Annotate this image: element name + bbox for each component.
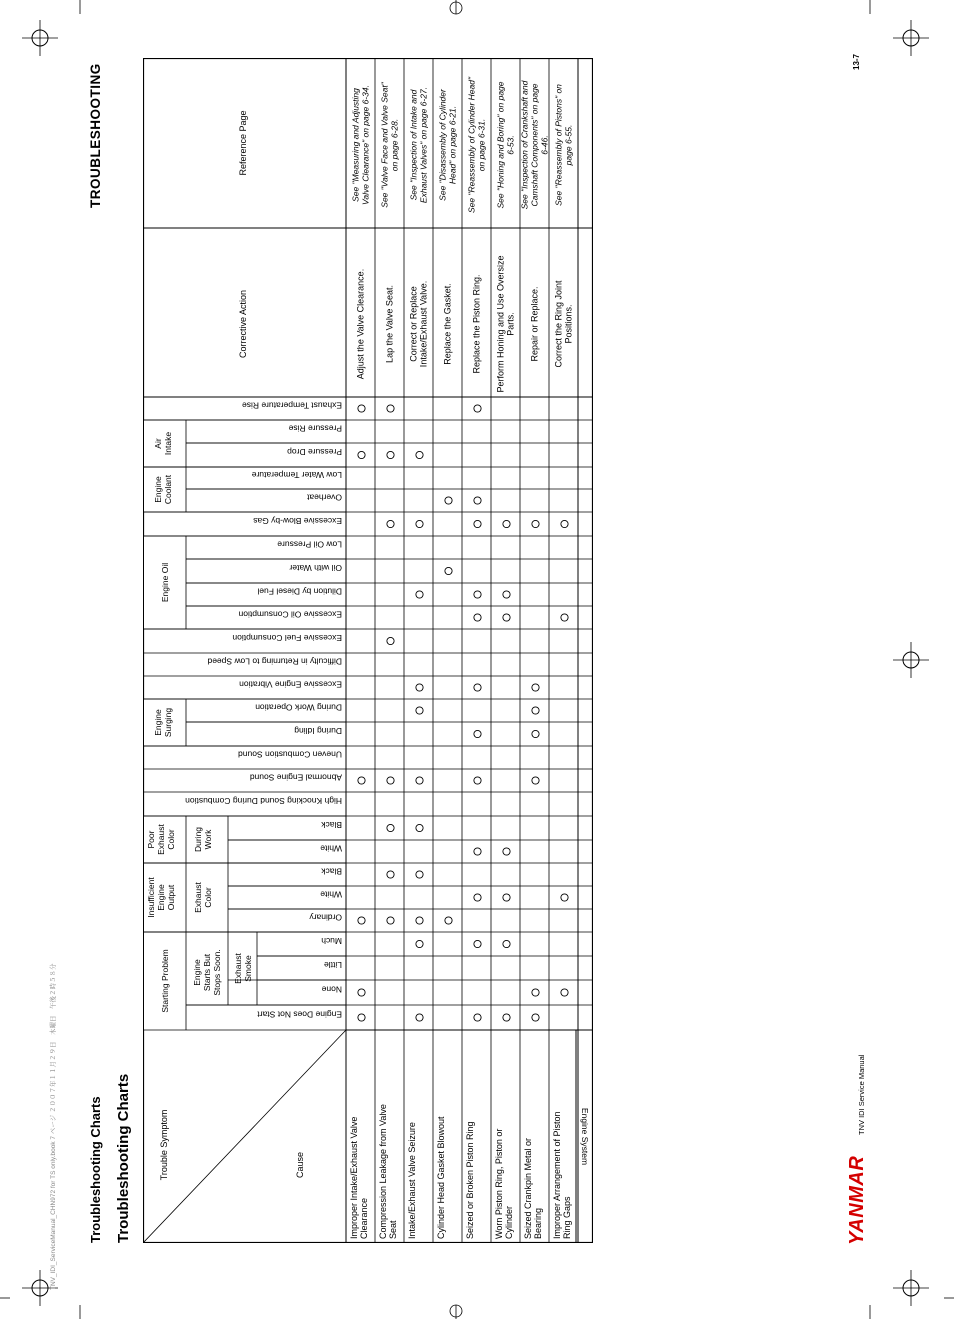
symptom-mark [474, 684, 481, 691]
cause-label: Improper Arrangement of Piston [552, 1111, 562, 1239]
symptom-mark [387, 451, 394, 458]
corrective-action: Parts. [505, 312, 516, 336]
symptom-header: Black [321, 819, 342, 830]
corrective-action: Adjust the Valve Clearance. [355, 268, 366, 380]
cause-label: Seized or Broken Piston Ring [465, 1121, 475, 1239]
symptom-header: Dilution by Diesel Fuel [257, 586, 342, 597]
cause-label: Seized Crankpin Metal or [523, 1137, 533, 1239]
group-engine-surging: Surging [163, 707, 173, 738]
file-info: TNV_IDI_ServiceManual_CHN972 for TS only.book 7 ページ ２００７年１１月２９日 木曜日 午後２時５８分 [50, 963, 57, 1290]
symptom-mark [503, 520, 510, 527]
reference-page: on page 6-28. [389, 118, 400, 172]
symptom-mark [358, 1014, 365, 1021]
symptom-mark [532, 707, 539, 714]
symptom-header: Little [324, 959, 342, 970]
symptom-mark [445, 567, 452, 574]
group-exhaust-smoke: Smoke [243, 955, 253, 982]
group-engine-coolant: Engine [153, 476, 163, 503]
symptom-mark [474, 591, 481, 598]
group-poor-exhaust: Exhaust [156, 824, 166, 855]
symptom-header: Exhaust Temperature Rise [241, 400, 342, 411]
symptom-header: Ordinary [309, 912, 342, 923]
symptom-header: White [320, 889, 342, 900]
reference-page: See "Reassembly of Cylinder Head" [466, 77, 477, 213]
reference-page: See "Inspection of Intake and [408, 89, 419, 201]
symptom-header: None [321, 984, 342, 995]
symptom-mark [387, 917, 394, 924]
symptom-mark [387, 824, 394, 831]
reference-page-header: Reference Page [238, 110, 248, 176]
reference-page: page 6-55. [563, 124, 574, 166]
reference-page: 6-46. [539, 135, 550, 155]
group-poor-exhaust: Color [166, 829, 176, 850]
chapter-title: Troubleshooting Charts [88, 1096, 103, 1243]
reference-page: Head" on page 6-21. [447, 105, 458, 185]
symptom-mark [532, 777, 539, 784]
group-during-work: During [193, 826, 203, 853]
corrective-action: Replace the Piston Ring. [471, 274, 482, 374]
corrective-action: Positions. [563, 304, 574, 344]
symptom-mark [416, 591, 423, 598]
symptom-mark [358, 989, 365, 996]
symptom-header: During Work Operation [255, 702, 342, 713]
group-starts-but-stops: Engine [192, 959, 202, 986]
cause-label: Worn Piston Ring, Piston or [494, 1128, 504, 1239]
corner-diagonal [143, 1030, 346, 1243]
table-heading: Troubleshooting Charts [115, 1073, 132, 1243]
symptom-mark [561, 989, 568, 996]
symptom-mark [387, 520, 394, 527]
group-exhaust-color: Color [203, 887, 213, 908]
symptom-mark [532, 1014, 539, 1021]
symptom-mark [416, 940, 423, 947]
section-title: TROUBLESHOOTING [88, 63, 103, 208]
reference-page: See "Disassembly of Cylinder [437, 89, 448, 201]
symptom-header: Low Water Temperature [251, 469, 342, 480]
symptom-header: High Knocking Sound During Combustion [185, 795, 342, 806]
symptom-mark [387, 637, 394, 644]
symptom-header: Excessive Oil Consumption [238, 609, 342, 620]
group-air-intake: Air [153, 438, 163, 449]
symptom-mark [474, 405, 481, 412]
cause-label: Seat [388, 1220, 398, 1239]
group-insufficient-output: Output [166, 884, 176, 911]
group-air-intake: Intake [163, 431, 173, 456]
cause-label: Improper Intake/Exhaust Valve [349, 1116, 359, 1239]
manual-name: TNV IDI Service Manual [857, 1054, 866, 1135]
cause-label: Clearance [359, 1197, 369, 1239]
symptom-mark [561, 520, 568, 527]
symptom-header: Excessive Blow-by Gas [253, 515, 342, 526]
symptom-mark [387, 777, 394, 784]
symptom-mark [445, 917, 452, 924]
cause-label: Bearing [533, 1207, 543, 1239]
corner-cause-label: Cause [295, 1151, 305, 1179]
reference-page: 6-53. [505, 135, 516, 155]
page-number: 13-7 [852, 53, 861, 70]
group-engine-surging: Engine [153, 709, 163, 736]
symptom-mark [474, 894, 481, 901]
symptom-header: White [320, 843, 342, 854]
symptom-header: Engine Does Not Start [257, 1009, 342, 1020]
symptom-mark [358, 405, 365, 412]
group-engine-oil: Engine Oil [160, 562, 170, 603]
symptom-mark [416, 707, 423, 714]
symptom-mark [503, 614, 510, 621]
symptom-mark [561, 614, 568, 621]
symptom-mark [474, 614, 481, 621]
cause-label: Cylinder Head Gasket Blowout [436, 1116, 446, 1239]
reference-page: Camshaft Components" on page [529, 83, 540, 207]
symptom-mark [387, 871, 394, 878]
cause-label: Intake/Exhaust Valve Seizure [407, 1122, 417, 1239]
symptom-header: Oil with Water [289, 562, 342, 573]
engine-system-label: Engine System [580, 1107, 590, 1166]
symptom-mark [503, 1014, 510, 1021]
group-insufficient-output: Insufficient [146, 877, 156, 918]
symptom-mark [416, 917, 423, 924]
corrective-action: Repair or Replace. [529, 286, 540, 362]
symptom-header: Overheat [307, 492, 342, 503]
symptom-mark [387, 405, 394, 412]
symptom-header: Black [321, 866, 342, 877]
symptom-header: Excessive Engine Vibration [239, 679, 342, 690]
symptom-mark [416, 520, 423, 527]
symptom-mark [416, 871, 423, 878]
group-starts-but-stops: Stops Soon. [212, 949, 222, 996]
group-insufficient-output: Engine [156, 884, 166, 911]
symptom-mark [416, 824, 423, 831]
symptom-mark [474, 520, 481, 527]
symptom-mark [416, 451, 423, 458]
symptom-mark [503, 848, 510, 855]
symptom-mark [474, 497, 481, 504]
symptom-header: Uneven Combustion Sound [238, 749, 342, 760]
reference-page: See "Measuring and Adjusting [350, 88, 361, 202]
corrective-action: Lap the Valve Seat. [384, 285, 395, 363]
symptom-mark [474, 1014, 481, 1021]
symptom-mark [474, 848, 481, 855]
corner-symptom-label: Trouble Symptom [159, 1109, 169, 1181]
symptom-mark [445, 497, 452, 504]
symptom-header: Pressure Rise [288, 423, 342, 434]
symptom-header: Difficulty in Returning to Low Speed [207, 656, 342, 667]
cause-label: Cylinder [504, 1205, 514, 1239]
symptom-mark [474, 777, 481, 784]
reference-page: See "Reassembly of Pistons" on [553, 84, 564, 206]
reference-page: Valve Clearance" on page 6-34. [360, 85, 371, 205]
corrective-action-header: Corrective Action [238, 289, 248, 359]
symptom-mark [358, 451, 365, 458]
corrective-action: Correct or Replace [408, 286, 419, 362]
symptom-header: Low Oil Pressure [277, 539, 342, 550]
group-exhaust-color: Exhaust [193, 882, 203, 913]
symptom-mark [416, 684, 423, 691]
symptom-mark [532, 520, 539, 527]
cause-label: Ring Gaps [562, 1196, 572, 1239]
symptom-mark [532, 684, 539, 691]
symptom-header: Pressure Drop [287, 446, 342, 457]
corrective-action: Correct the Ring Joint [553, 280, 564, 368]
symptom-mark [358, 917, 365, 924]
symptom-header: Excessive Fuel Consumption [232, 632, 342, 643]
symptom-mark [474, 940, 481, 947]
symptom-mark [416, 777, 423, 784]
symptom-mark [503, 940, 510, 947]
reference-page: See "Honing and Boring" on page [495, 81, 506, 209]
reference-page: See "Inspection of Crankshaft and [519, 80, 530, 210]
group-poor-exhaust: Poor [146, 830, 156, 849]
symptom-mark [561, 894, 568, 901]
table-border [144, 59, 593, 1243]
symptom-header: Abnormal Engine Sound [249, 772, 342, 783]
symptom-mark [532, 989, 539, 996]
group-starting-problem: Starting Problem [160, 949, 170, 1013]
symptom-mark [532, 730, 539, 737]
corrective-action: Perform Honing and Use Oversize [495, 255, 506, 393]
troubleshooting-chart [143, 58, 593, 1243]
symptom-mark [474, 730, 481, 737]
symptom-mark [503, 894, 510, 901]
symptom-header: Much [321, 935, 342, 946]
brand-logo: YANMAR [846, 1155, 868, 1245]
group-during-work: Work [203, 829, 213, 850]
symptom-mark [503, 591, 510, 598]
symptom-header: During Idling [294, 725, 342, 736]
reference-page: Exhaust Valves" on page 6-27. [418, 86, 429, 204]
group-starts-but-stops: Starts But [202, 953, 212, 992]
corrective-action: Intake/Exhaust Valve. [418, 280, 429, 368]
symptom-mark [358, 777, 365, 784]
symptom-mark [416, 1014, 423, 1021]
group-exhaust-smoke: Exhaust [233, 953, 243, 984]
reference-page: on page 6-31. [476, 118, 487, 172]
reference-page: See "Valve Face and Valve Seat" [379, 82, 390, 208]
group-engine-coolant: Coolant [163, 474, 173, 505]
corrective-action: Replace the Gasket. [442, 283, 453, 365]
cause-label: Compression Leakage from Valve [378, 1104, 388, 1239]
